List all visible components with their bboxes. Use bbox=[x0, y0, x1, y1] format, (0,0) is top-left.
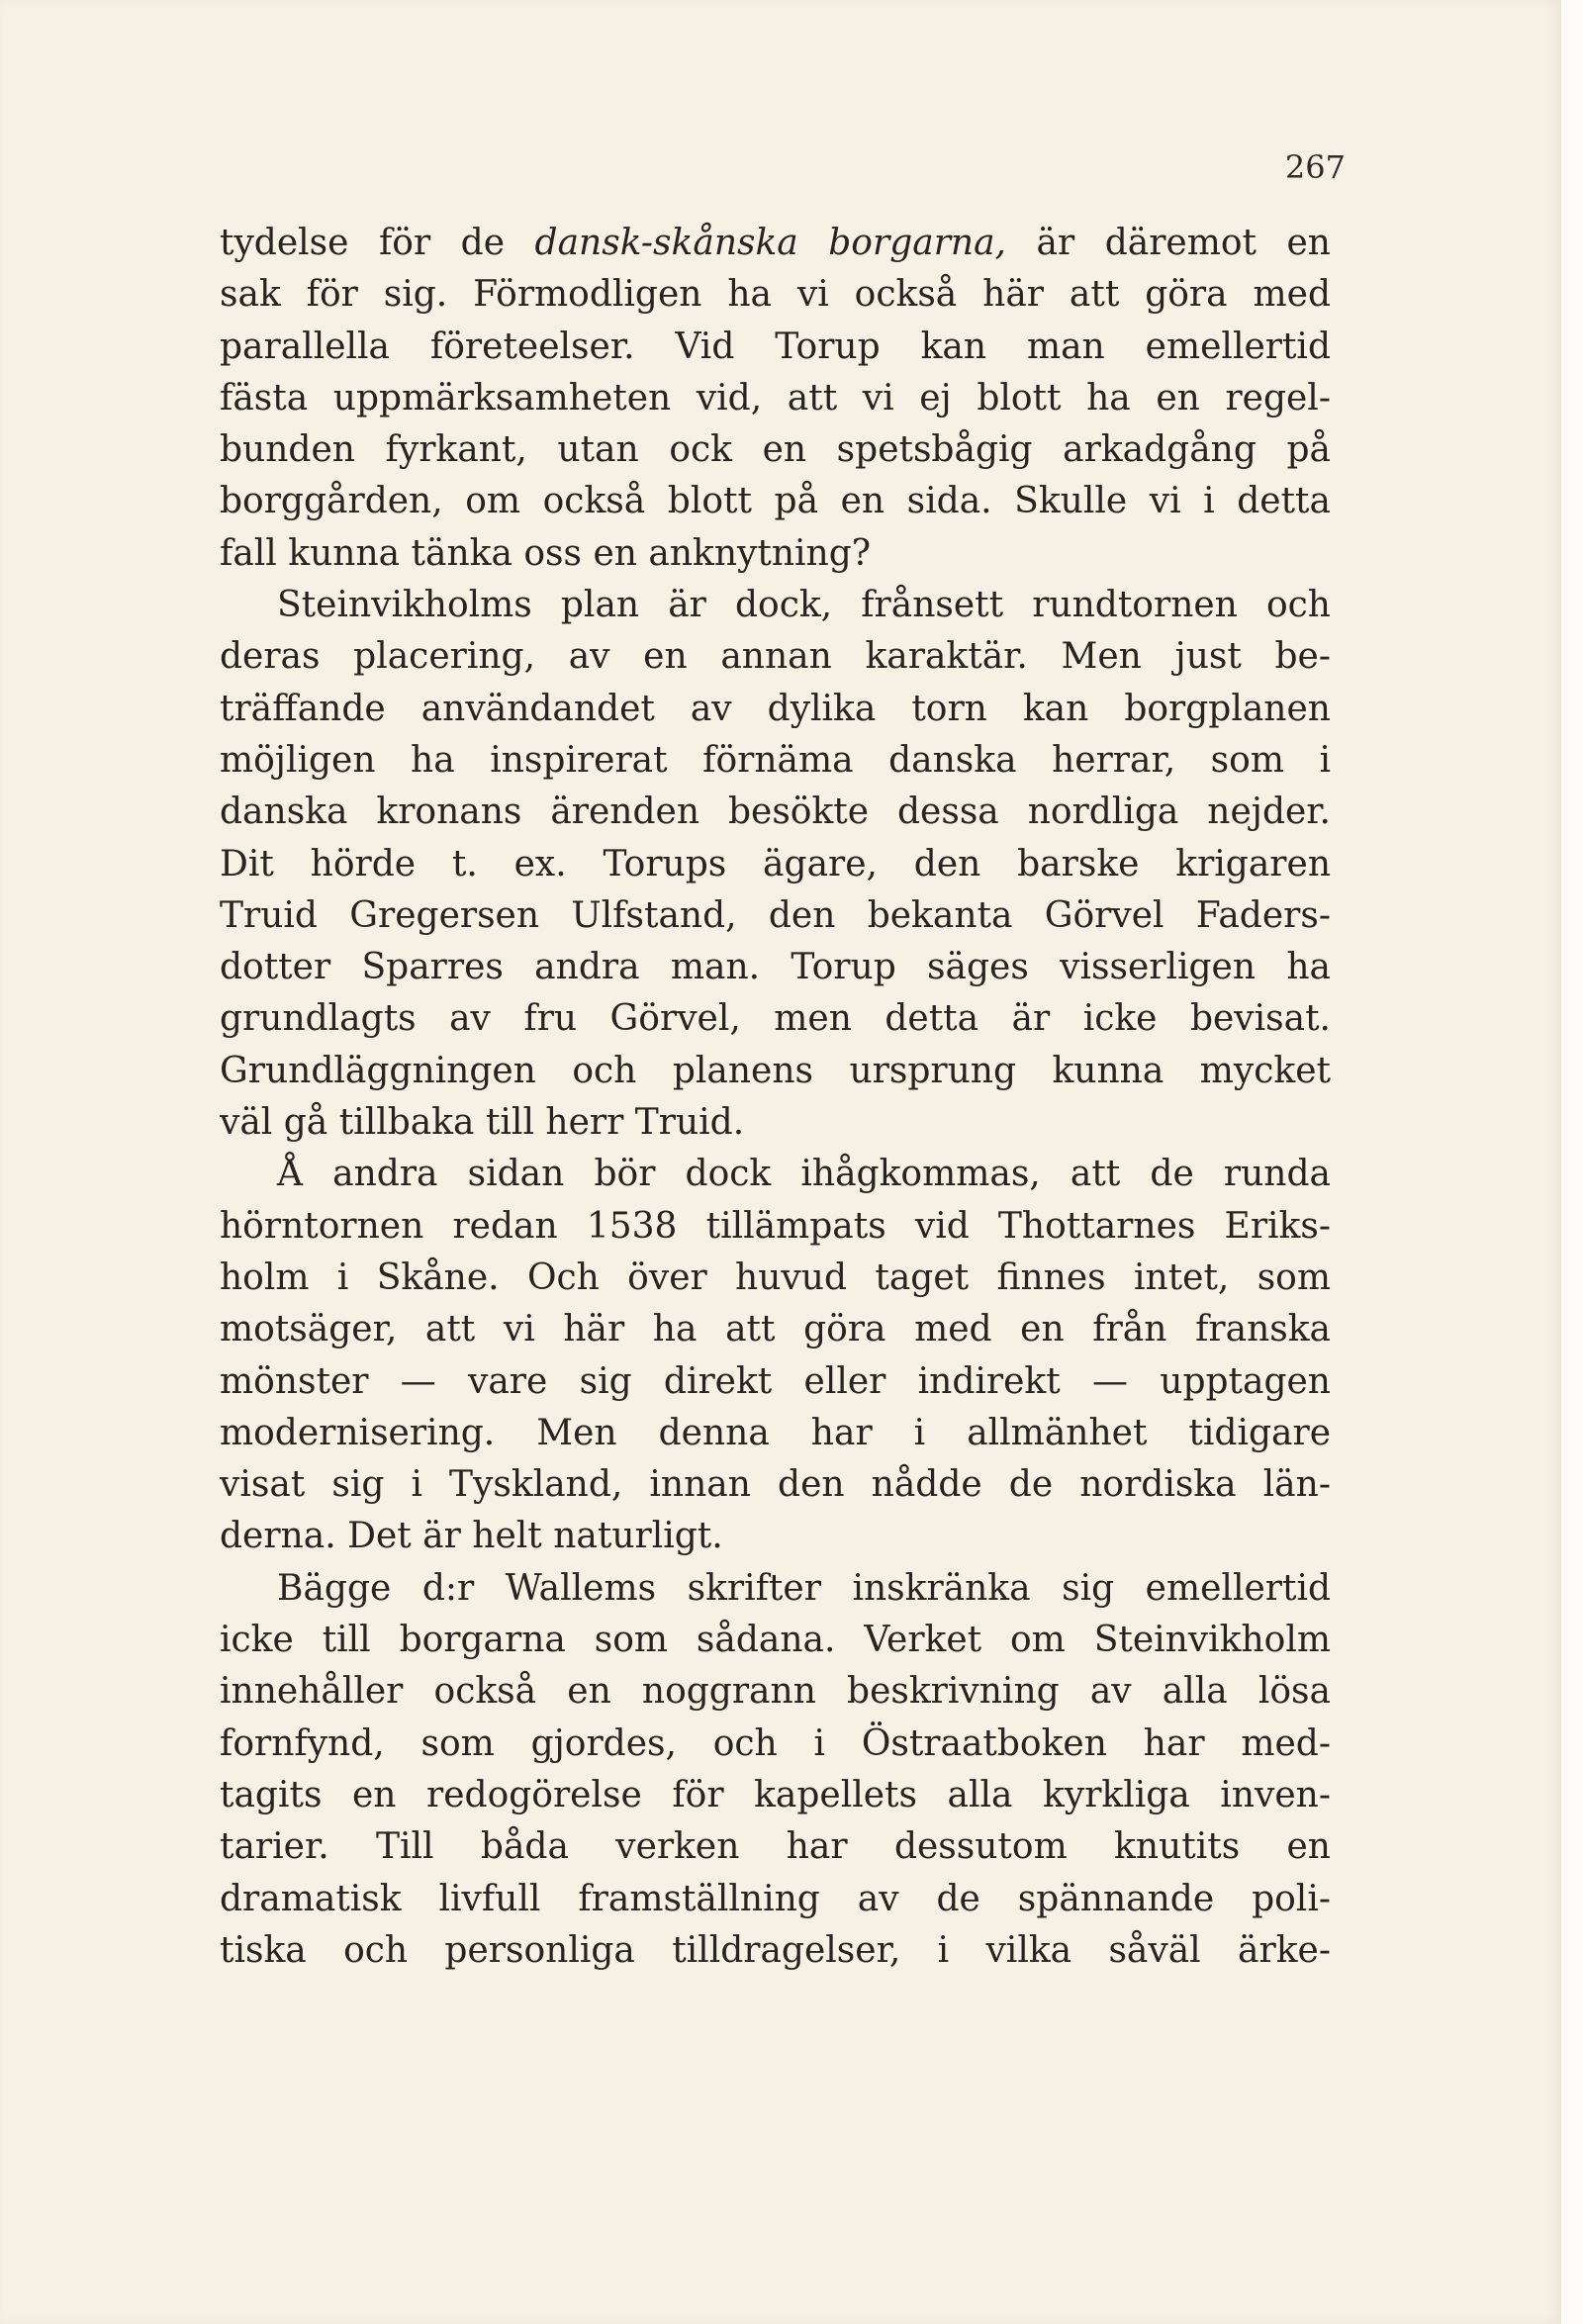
text-line: hörntornen redan 1538 tillämpats vid Thottarnes Eriks- bbox=[220, 1205, 1331, 1247]
paragraph-end-line: fall kunna tänka oss en anknytning? bbox=[220, 532, 872, 574]
text-line: innehåller också en noggrann beskrivning av alla lösa bbox=[220, 1671, 1331, 1713]
text-line: danska kronans ärenden besökte dessa nordliga nejder. bbox=[220, 791, 1331, 833]
text-line: visat sig i Tyskland, innan den nådde de nordiska län- bbox=[220, 1464, 1331, 1506]
text-line: träffande användandet av dylika torn kan borgplanen bbox=[220, 688, 1331, 729]
text-line: bunden fyrkant, utan ock en spetsbågig arkadgång på bbox=[220, 429, 1331, 471]
text-line: Truid Gregersen Ulfstand, den bekanta Görvel Faders- bbox=[220, 894, 1331, 936]
text-line: tagits en redogörelse för kapellets alla kyrkliga inven- bbox=[220, 1774, 1331, 1815]
text-line: fästa uppmärksamheten vid, att vi ej blott ha en regel- bbox=[220, 377, 1331, 418]
text-line: deras placering, av en annan karaktär. Men just be- bbox=[220, 636, 1331, 678]
text-line: Grundläggningen och planens ursprung kunna mycket bbox=[220, 1050, 1331, 1091]
text-line: mönster — vare sig direkt eller indirekt — upptagen bbox=[220, 1360, 1331, 1402]
text-line: modernisering. Men denna har i allmänhet tidigare bbox=[220, 1412, 1331, 1453]
text-line: icke till borgarna som sådana. Verket om Steinvikholm bbox=[220, 1620, 1331, 1661]
text-line: tarier. Till båda verken har dessutom knutits en bbox=[220, 1826, 1331, 1868]
page-number: 267 bbox=[1284, 148, 1346, 186]
text-line: tiska och personliga tilldragelser, i vilka såväl ärke- bbox=[220, 1929, 1331, 1971]
body-text bbox=[220, 218, 1331, 1977]
text-line: parallella företeelser. Vid Torup kan man emellertid bbox=[220, 325, 1331, 367]
paragraph-end-line: väl gå tillbaka till herr Truid. bbox=[220, 1102, 745, 1144]
paragraph-start-line: Å andra sidan bör dock ihågkommas, att de runda bbox=[277, 1154, 1331, 1195]
paragraph-start-line: Bägge d:r Wallems skrifter inskränka sig emellertid bbox=[277, 1567, 1331, 1609]
text-line: holm i Skåne. Och över huvud taget finnes intet, som bbox=[220, 1256, 1331, 1298]
text-line: dramatisk livfull framställning av de spännande poli- bbox=[220, 1878, 1331, 1919]
paragraph-start-line: Steinvikholms plan är dock, frånsett rundtornen och bbox=[277, 585, 1331, 626]
text-line: Dit hörde t. ex. Torups ägare, den barske krigaren bbox=[220, 843, 1331, 884]
text-line: fornfynd, som gjordes, och i Östraatboken har med- bbox=[220, 1722, 1331, 1764]
page-margin-edge bbox=[1561, 0, 1583, 2324]
text-line: dotter Sparres andra man. Torup säges visserligen ha bbox=[220, 947, 1331, 988]
text-line: möjligen ha inspirerat förnäma danska herrar, som i bbox=[220, 739, 1331, 781]
text-line: motsäger, att vi här ha att göra med en från franska bbox=[220, 1309, 1331, 1350]
text-line: borggården, om också blott på en sida. Skulle vi i detta bbox=[220, 481, 1331, 522]
text-line: grundlagts av fru Görvel, men detta är icke bevisat. bbox=[220, 998, 1331, 1040]
italic-phrase: dansk-skånska borgarna, bbox=[534, 223, 1006, 263]
paragraph-end-line: derna. Det är helt naturligt. bbox=[220, 1516, 723, 1557]
text-line: tydelse för de dansk-skånska borgarna, är däremot en bbox=[220, 223, 1331, 263]
text-line: sak för sig. Förmodligen ha vi också här att göra med bbox=[220, 274, 1331, 316]
